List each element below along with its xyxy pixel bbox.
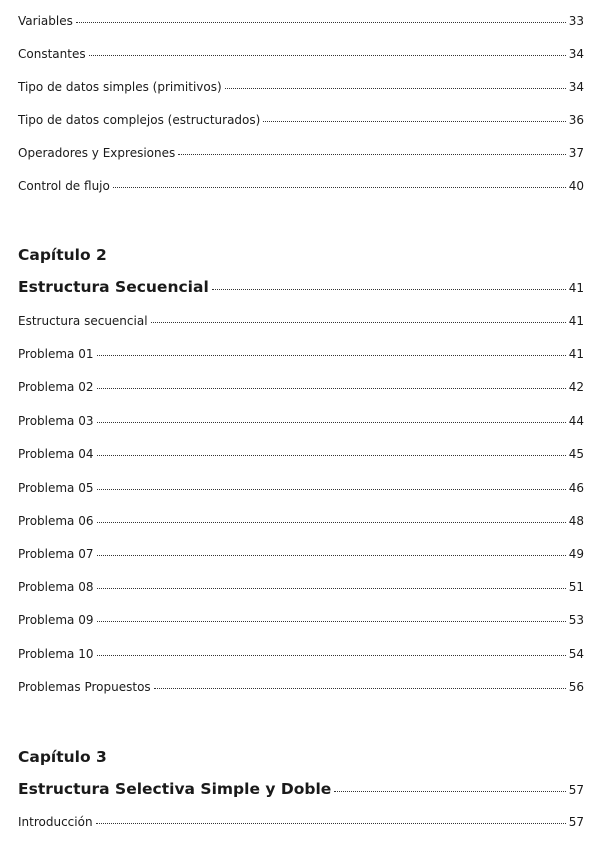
- toc-entry-label: Operadores y Expresiones: [18, 146, 176, 160]
- toc-entry[interactable]: [18, 481, 584, 495]
- dot-leader: [76, 22, 566, 23]
- toc-entry-page: 56: [568, 680, 584, 694]
- toc-entry-page: 48: [568, 514, 584, 528]
- chapter-heading: Capítulo 3: [18, 748, 107, 766]
- toc-entry-page: 40: [568, 179, 584, 193]
- toc-entry-label: Estructura secuencial: [18, 314, 148, 328]
- dot-leader: [97, 489, 566, 490]
- dot-leader: [97, 621, 566, 622]
- toc-entry[interactable]: [18, 113, 584, 127]
- toc-entry-label: Control de flujo: [18, 179, 110, 193]
- toc-entry-label: Problema 05: [18, 481, 94, 495]
- toc-entry-page: 36: [568, 113, 584, 127]
- toc-entry-label: Tipo de datos complejos (estructurados): [18, 113, 261, 127]
- dot-leader: [97, 355, 566, 356]
- dot-leader: [97, 555, 566, 556]
- toc-entry[interactable]: [18, 613, 584, 627]
- toc-entry-label: Constantes: [18, 47, 86, 61]
- toc-entry-page: 34: [568, 80, 584, 94]
- toc-entry-page: 33: [568, 14, 584, 28]
- toc-entry-label: Introducción: [18, 815, 93, 829]
- toc-entry[interactable]: [18, 347, 584, 361]
- toc-entry-page: 53: [568, 613, 584, 627]
- toc-entry[interactable]: [18, 680, 584, 694]
- dot-leader: [97, 588, 566, 589]
- toc-entry-label: Problema 10: [18, 647, 94, 661]
- toc-entry-page: 42: [568, 380, 584, 394]
- dot-leader: [178, 154, 565, 155]
- toc-entry[interactable]: [18, 447, 584, 461]
- chapter-heading: Capítulo 2: [18, 246, 107, 264]
- dot-leader: [225, 88, 566, 89]
- toc-entry[interactable]: [18, 80, 584, 94]
- toc-entry[interactable]: [18, 815, 584, 829]
- dot-leader: [263, 121, 565, 122]
- toc-entry[interactable]: [18, 547, 584, 561]
- chapter-title-entry[interactable]: [18, 780, 584, 798]
- toc-entry[interactable]: [18, 414, 584, 428]
- dot-leader: [154, 688, 566, 689]
- toc-entry-label: Problema 07: [18, 547, 94, 561]
- toc-entry-label: Problema 01: [18, 347, 94, 361]
- toc-entry-label: Problema 03: [18, 414, 94, 428]
- toc-entry-page: 46: [568, 481, 584, 495]
- toc-entry[interactable]: [18, 47, 584, 61]
- toc-entry-label: Problema 04: [18, 447, 94, 461]
- dot-leader: [89, 55, 566, 56]
- dot-leader: [97, 422, 566, 423]
- toc-entry-page: 34: [568, 47, 584, 61]
- dot-leader: [96, 823, 566, 824]
- toc-entry[interactable]: [18, 514, 584, 528]
- dot-leader: [212, 289, 566, 290]
- toc-entry[interactable]: [18, 580, 584, 594]
- toc-entry-label: Problema 09: [18, 613, 94, 627]
- dot-leader: [151, 322, 566, 323]
- toc-entry-page: 45: [568, 447, 584, 461]
- toc-entry-page: 49: [568, 547, 584, 561]
- dot-leader: [97, 388, 566, 389]
- chapter-title: Estructura Secuencial: [18, 278, 209, 296]
- toc-entry[interactable]: [18, 146, 584, 160]
- toc-entry-page: 57: [568, 815, 584, 829]
- toc-entry-label: Variables: [18, 14, 73, 28]
- toc-entry-label: Problema 08: [18, 580, 94, 594]
- chapter-title: Estructura Selectiva Simple y Doble: [18, 780, 332, 798]
- toc-entry[interactable]: [18, 314, 584, 328]
- toc-entry-label: Problema 06: [18, 514, 94, 528]
- toc-entry-page: 51: [568, 580, 584, 594]
- toc-entry[interactable]: [18, 179, 584, 193]
- dot-leader: [97, 655, 566, 656]
- toc-entry[interactable]: [18, 647, 584, 661]
- toc-entry[interactable]: [18, 14, 584, 28]
- dot-leader: [113, 187, 566, 188]
- toc-entry-label: Tipo de datos simples (primitivos): [18, 80, 222, 94]
- dot-leader: [334, 791, 565, 792]
- toc-entry[interactable]: [18, 380, 584, 394]
- toc-entry-page: 37: [568, 146, 584, 160]
- dot-leader: [97, 522, 566, 523]
- toc-entry-page: 41: [568, 347, 584, 361]
- toc-entry-page: 57: [568, 783, 584, 797]
- toc-entry-page: 54: [568, 647, 584, 661]
- toc-entry-page: 44: [568, 414, 584, 428]
- toc-entry-page: 41: [568, 314, 584, 328]
- toc-entry-label: Problema 02: [18, 380, 94, 394]
- dot-leader: [97, 455, 566, 456]
- toc-entry-label: Problemas Propuestos: [18, 680, 151, 694]
- toc-entry-page: 41: [568, 281, 584, 295]
- chapter-title-entry[interactable]: [18, 278, 584, 296]
